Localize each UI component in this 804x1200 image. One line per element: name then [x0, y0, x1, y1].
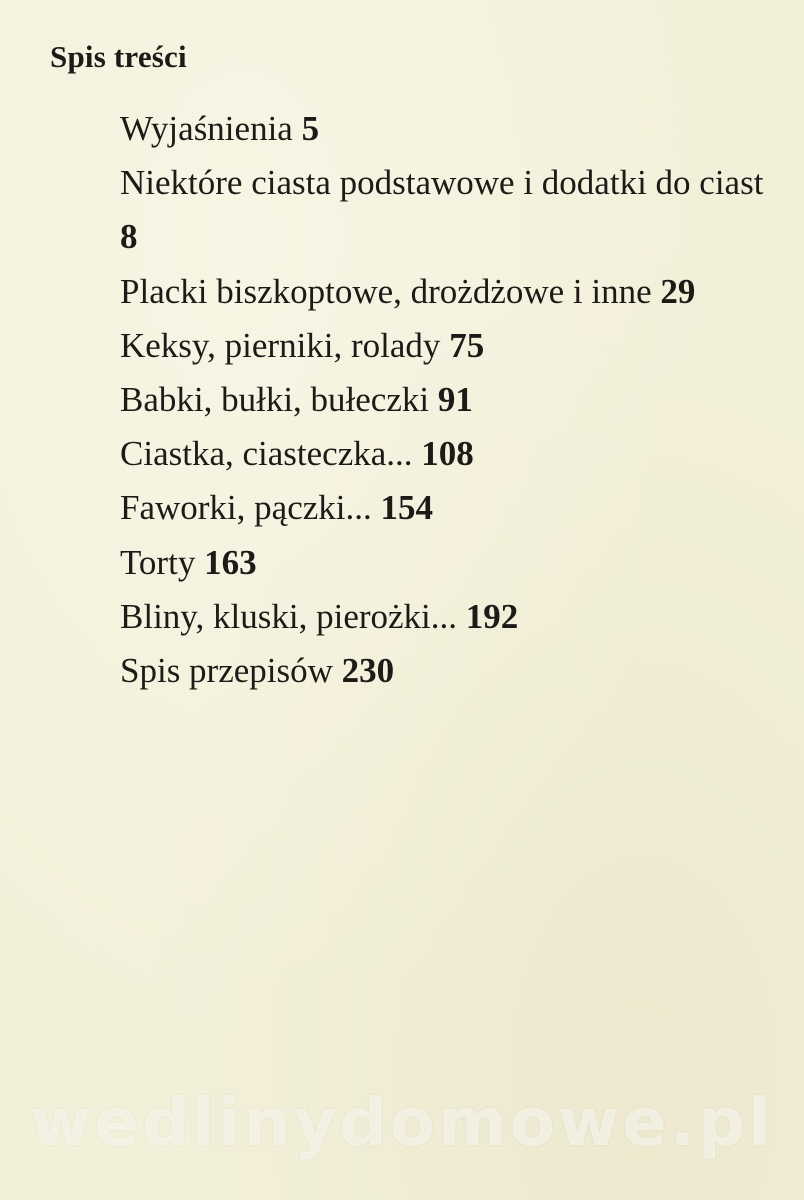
toc-page-number: 75	[449, 325, 485, 365]
toc-page-number: 91	[437, 380, 473, 420]
toc-entry	[120, 481, 780, 535]
toc-entry	[120, 265, 780, 319]
toc-entry-title: Placki biszkoptowe, drożdżowe i inne	[120, 271, 652, 311]
table-of-contents	[120, 102, 780, 698]
toc-entry	[120, 590, 780, 644]
toc-entry	[120, 373, 780, 427]
toc-entry-title: Babki, bułki, bułeczki	[120, 380, 430, 420]
toc-entry-title: Ciastka, ciasteczka...	[120, 434, 413, 474]
toc-entry	[120, 319, 780, 373]
toc-page-number: 154	[380, 488, 433, 528]
toc-entry-title: Torty	[120, 542, 196, 582]
toc-page-number: 8	[120, 217, 138, 257]
toc-page-number: 29	[660, 271, 696, 311]
toc-entry-title: Keksy, pierniki, rolady	[120, 325, 441, 365]
toc-entry	[120, 156, 780, 264]
toc-entry-title: Bliny, kluski, pierożki...	[120, 596, 458, 636]
toc-entry	[120, 644, 780, 698]
toc-entry-title: Niektóre ciasta podstawowe i dodatki do ciast	[120, 163, 764, 203]
toc-page-number: 163	[204, 542, 257, 582]
toc-page-number: 108	[421, 434, 474, 474]
watermark: wedlinydomowe.pl	[30, 1084, 774, 1161]
toc-entry	[120, 536, 780, 590]
toc-page-number: 230	[341, 651, 395, 691]
page-title: Spis treści	[50, 39, 187, 74]
toc-entry	[120, 102, 780, 156]
toc-entry	[120, 427, 780, 481]
toc-page-number: 5	[301, 109, 320, 148]
toc-page-number: 192	[465, 596, 519, 636]
toc-entry-title: Faworki, pączki...	[120, 488, 372, 528]
toc-entry-title: Spis przepisów	[120, 651, 333, 691]
toc-entry-title: Wyjaśnienia	[120, 109, 293, 148]
